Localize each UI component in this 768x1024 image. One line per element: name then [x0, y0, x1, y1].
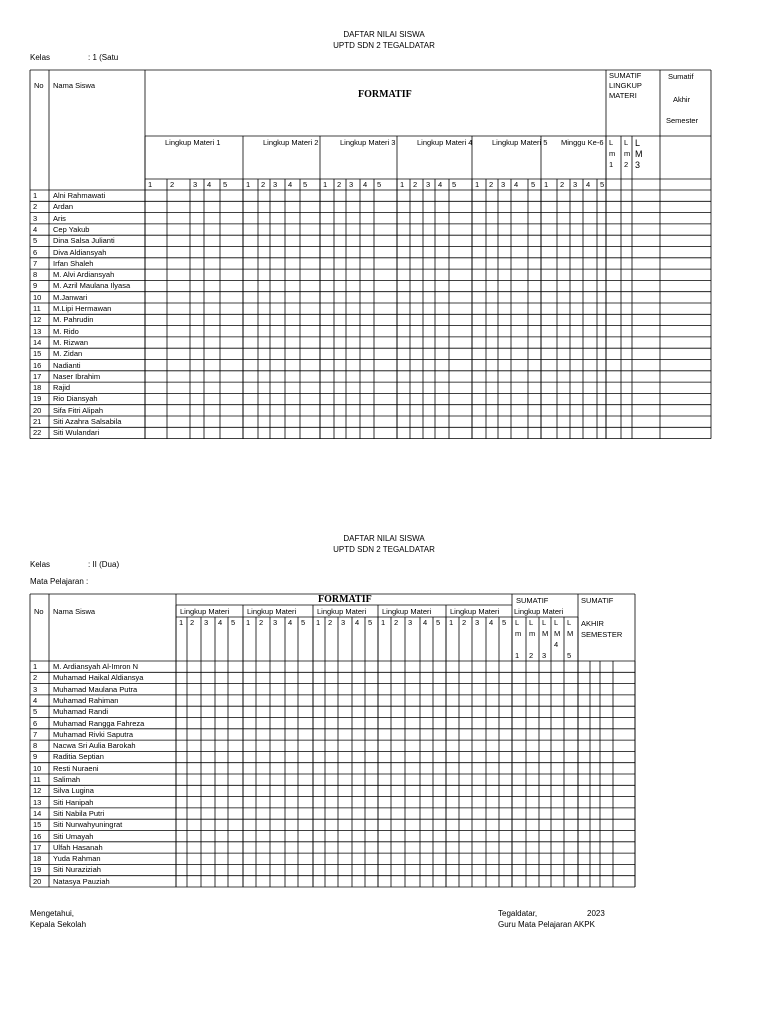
doc1-sub-number: 1 [400, 180, 405, 189]
doc1-formatif: FORMATIF [358, 89, 412, 100]
doc1-student-name: Dina Salsa Julianti [53, 236, 115, 246]
doc1-sumatif-lm: SUMATIF LINGKUP MATERI [609, 71, 642, 100]
doc1-kelas-value: : 1 (Satu [88, 53, 119, 62]
doc2-sumatif-lm-2: Lingkup Materi [514, 607, 564, 616]
doc2-row-number: 14 [33, 808, 42, 818]
doc2-sub-number: 5 [436, 618, 441, 627]
doc1-row-number: 22 [33, 428, 42, 438]
doc1-lingkup-header: Lingkup Materi 2 [263, 138, 319, 147]
doc1-sub-number: 4 [207, 180, 212, 189]
doc2-student-name: Ulfah Hasanah [53, 842, 103, 852]
doc1-sub-number: 2 [560, 180, 565, 189]
doc2-lm-char: L [567, 618, 572, 627]
footer-mengetahui: Mengetahui, [30, 909, 75, 918]
doc1-student-name: M. Alvi Ardiansyah [53, 270, 115, 280]
doc2-student-name: Muhamad Rivki Saputra [53, 729, 134, 739]
doc1-student-name: Aris [53, 213, 66, 223]
doc2-row-number: 8 [33, 741, 38, 751]
doc2-sub-number: 4 [489, 618, 494, 627]
doc2-sub-number: 3 [273, 618, 278, 627]
doc2-sub-number: 1 [316, 618, 321, 627]
doc2-lm-char: m [515, 629, 522, 638]
doc1-sub-number: 4 [288, 180, 293, 189]
doc1-sub-number: 5 [600, 180, 605, 189]
doc2-student-name: Muhamad Rahiman [53, 695, 119, 705]
doc2-row-number: 10 [33, 763, 42, 773]
doc1-student-name: Diva Aldiansyah [53, 247, 107, 257]
doc2-lm-char: 1 [515, 651, 520, 660]
doc2-student-name: M. Ardiansyah Al-Imron N [53, 662, 139, 671]
doc1-sub-number: 2 [489, 180, 494, 189]
doc1-student-name: Naser Ibrahim [53, 371, 101, 381]
doc1-row-number: 13 [33, 326, 42, 336]
doc1-sub-number: 3 [573, 180, 578, 189]
doc1-lingkup-header: Lingkup Materi 3 [340, 138, 396, 147]
doc2-student-name: Nacwa Sri Aulia Barokah [53, 741, 136, 751]
doc1-row-number: 19 [33, 394, 42, 404]
doc2-lm-char: 4 [554, 640, 559, 649]
doc1-sub-number: 4 [363, 180, 368, 189]
doc1-row-number: 10 [33, 292, 42, 302]
doc1-sub-number: 3 [426, 180, 431, 189]
doc1-row-number: 20 [33, 405, 42, 415]
doc2-row-number: 13 [33, 797, 42, 807]
doc1-sumatif-akhir-2: Akhir [673, 95, 691, 104]
doc2-row-number: 11 [33, 775, 41, 784]
doc2-sumatif-akhir-1: SUMATIF [581, 596, 614, 605]
doc1-row-number: 9 [33, 281, 38, 291]
doc2-row-number: 9 [33, 752, 38, 762]
doc1-lm-char: L [624, 138, 629, 147]
doc1-sub-number: 1 [544, 180, 549, 189]
doc1-student-name: M.Lipi Hermawan [53, 304, 112, 313]
doc2-student-name: Salimah [53, 775, 81, 784]
doc1-sub-number: 5 [452, 180, 457, 189]
doc2-lm-char: L [515, 618, 520, 627]
doc1-sub-number: 5 [303, 180, 308, 189]
doc1-row-number: 5 [33, 236, 38, 246]
doc1-lingkup-header: Minggu Ke-6 [561, 138, 604, 147]
doc2-row-number: 7 [33, 729, 38, 739]
doc1-student-name: Ardan [53, 202, 74, 212]
doc2-student-name: Yuda Rahman [53, 854, 101, 864]
footer-year: 2023 [587, 909, 605, 918]
doc2-row-number: 1 [33, 662, 38, 671]
doc2-sub-number: 2 [328, 618, 333, 627]
doc2-lm-char: L [554, 618, 559, 627]
doc2-lm-char: 5 [567, 651, 572, 660]
doc2-formatif: FORMATIF [318, 594, 372, 605]
doc2-col-nama: Nama Siswa [53, 607, 96, 616]
doc1-lingkup-header: Lingkup Materi 1 [165, 138, 221, 147]
doc1-sub-number: 2 [261, 180, 266, 189]
doc2-sumatif-akhir-2: AKHIR [581, 619, 604, 628]
doc2-row-number: 12 [33, 786, 42, 796]
doc2-lingkup-header: Lingkup Materi [382, 607, 432, 616]
doc1-sub-number: 1 [246, 180, 251, 189]
doc2-sub-number: 4 [355, 618, 360, 627]
doc2-student-name: Raditia Septian [53, 752, 104, 762]
doc2-row-number: 4 [33, 695, 38, 705]
doc1-lingkup-header: Lingkup Materi 5 [492, 138, 548, 147]
doc1-sub-number: 5 [377, 180, 382, 189]
doc2-student-name: Siti Nurwahyuningrat [53, 820, 123, 830]
doc1-student-name: M. Rido [53, 326, 79, 336]
doc1-student-name: Siti Azahra Salsabila [53, 417, 122, 426]
doc2-sub-number: 5 [368, 618, 373, 627]
doc1-sub-number: 3 [193, 180, 198, 189]
doc1-kelas-label: Kelas [30, 53, 51, 62]
doc2-sub-number: 5 [301, 618, 306, 627]
doc1-lm-char: m [609, 149, 616, 158]
doc2-row-number: 3 [33, 684, 38, 694]
doc2-sumatif-akhir-3: SEMESTER [581, 630, 623, 639]
doc2-student-name: Siti Umayah [53, 831, 94, 841]
doc1-student-name: M. Azril Maulana Ilyasa [53, 281, 131, 291]
doc1-row-number: 6 [33, 247, 38, 257]
doc1-row-number: 17 [33, 371, 42, 381]
doc1-student-name: Irfan Shaleh [53, 258, 94, 268]
doc2-row-number: 16 [33, 831, 42, 841]
doc1-student-name: Rio Diansyah [53, 394, 98, 404]
doc1-lm-char: M [635, 149, 643, 159]
doc2-subtitle: UPTD SDN 2 TEGALDATAR [333, 545, 435, 554]
doc2-sub-number: 1 [246, 618, 251, 627]
doc2-student-name: Siti Nabila Putri [53, 808, 105, 818]
doc1-lm-char: L [609, 138, 614, 147]
doc2-sub-number: 3 [204, 618, 209, 627]
doc2-col-no: No [34, 607, 44, 616]
doc1-row-number: 16 [33, 360, 42, 370]
doc2-title: DAFTAR NILAI SISWA [343, 534, 425, 543]
doc1-row-number: 11 [33, 304, 41, 313]
doc1-sub-number: 3 [501, 180, 506, 189]
doc1-sub-number: 3 [349, 180, 354, 189]
doc2-sub-number: 3 [341, 618, 346, 627]
doc2-kelas-value: : II (Dua) [88, 560, 120, 569]
doc1-sub-number: 1 [475, 180, 480, 189]
doc2-student-name: Muhamad Haikal Aldiansya [53, 673, 144, 683]
footer-kepala-sekolah: Kepala Sekolah [30, 920, 87, 929]
footer-guru: Guru Mata Pelajaran AKPK [498, 920, 595, 929]
doc1-row-number: 18 [33, 383, 42, 393]
doc1-student-name: M. Zidan [53, 349, 83, 359]
doc2-lm-char: M [542, 629, 549, 638]
doc1-sub-number: 2 [337, 180, 342, 189]
doc1-sub-number: 2 [170, 180, 175, 189]
doc2-lingkup-header: Lingkup Materi [180, 607, 230, 616]
doc1-lingkup-header: Lingkup Materi 4 [417, 138, 473, 147]
doc1-lm-char: L [635, 138, 641, 148]
doc1-col-no: No [34, 81, 44, 90]
doc2-student-name: Muhamad Rangga Fahreza [53, 718, 145, 728]
doc1-student-name: Alni Rahmawati [53, 191, 106, 200]
doc1-title: DAFTAR NILAI SISWA [343, 30, 425, 39]
doc1-sub-number: 4 [514, 180, 519, 189]
doc2-mapel-label: Mata Pelajaran : [30, 577, 89, 586]
doc2-sub-number: 5 [502, 618, 507, 627]
doc2-sub-number: 1 [381, 618, 386, 627]
doc2-row-number: 15 [33, 820, 42, 830]
doc2-lingkup-header: Lingkup Materi [450, 607, 500, 616]
doc2-sub-number: 4 [288, 618, 293, 627]
doc1-sub-number: 5 [531, 180, 536, 189]
doc2-row-number: 2 [33, 673, 38, 683]
doc2-sub-number: 3 [408, 618, 413, 627]
doc1-student-name: M. Pahrudin [53, 315, 94, 325]
doc1-row-number: 2 [33, 202, 38, 212]
doc1-student-name: M.Janwari [53, 292, 88, 302]
doc1-row-number: 7 [33, 258, 38, 268]
doc1-row-number: 4 [33, 224, 38, 234]
doc1-student-name: Siti Wulandari [53, 428, 100, 438]
doc2-row-number: 5 [33, 707, 38, 717]
doc2-lm-char: L [542, 618, 547, 627]
doc1-student-name: M. Rizwan [53, 337, 89, 347]
doc2-sub-number: 2 [462, 618, 467, 627]
doc2-row-number: 6 [33, 718, 38, 728]
doc2-lm-char: M [567, 629, 574, 638]
doc2-student-name: Silva Lugina [53, 786, 94, 796]
doc2-student-name: Muhamad Randi [53, 707, 109, 717]
doc2-sub-number: 3 [475, 618, 480, 627]
doc1-sub-number: 4 [438, 180, 443, 189]
footer-place: Tegaldatar, [498, 909, 538, 918]
doc1-sumatif-akhir-3: Semester [666, 116, 699, 125]
doc2-sub-number: 2 [190, 618, 195, 627]
doc2-row-number: 18 [33, 854, 42, 864]
doc2-sub-number: 4 [423, 618, 428, 627]
doc2-student-name: Resti Nuraeni [53, 763, 99, 773]
doc2-sumatif-lm-1: SUMATIF [516, 596, 549, 605]
doc1-row-number: 12 [33, 315, 42, 325]
doc1-row-number: 15 [33, 349, 42, 359]
doc2-lm-char: m [529, 629, 536, 638]
doc1-sub-number: 1 [148, 180, 153, 189]
doc1-sub-number: 2 [413, 180, 418, 189]
doc1-sumatif-akhir-1: Sumatif [668, 72, 694, 81]
doc1-row-number: 8 [33, 270, 38, 280]
doc1-row-number: 1 [33, 191, 38, 200]
doc1-lm-char: 2 [624, 160, 629, 169]
doc1-student-name: Sifa Fitri Alipah [53, 405, 104, 415]
doc2-student-name: Siti Nuraziziah [53, 865, 101, 875]
doc1-sub-number: 3 [273, 180, 278, 189]
doc1-lm-char: 1 [609, 160, 614, 169]
doc2-sub-number: 2 [259, 618, 264, 627]
doc1-student-name: Nadianti [53, 360, 81, 370]
doc2-lm-char: L [529, 618, 534, 627]
doc2-sub-number: 1 [449, 618, 454, 627]
doc1-lm-char: 3 [635, 160, 641, 170]
doc1-student-name: Rajid [53, 383, 71, 393]
doc1-student-name: Cep Yakub [53, 224, 90, 234]
doc2-kelas-label: Kelas [30, 560, 51, 569]
doc2-row-number: 20 [33, 876, 42, 886]
doc1-row-number: 21 [33, 417, 42, 426]
doc1-sub-number: 1 [323, 180, 328, 189]
doc2-sub-number: 5 [231, 618, 236, 627]
doc2-sub-number: 2 [394, 618, 399, 627]
doc2-student-name: Muhamad Maulana Putra [53, 684, 138, 694]
doc2-sub-number: 1 [179, 618, 184, 627]
doc2-student-name: Siti Hanipah [53, 797, 94, 807]
doc2-lingkup-header: Lingkup Materi [317, 607, 367, 616]
doc2-lm-char: M [554, 629, 561, 638]
doc2-sub-number: 4 [218, 618, 223, 627]
doc1-col-nama: Nama Siswa [53, 81, 96, 90]
doc2-lm-char: 3 [542, 651, 547, 660]
doc1-row-number: 14 [33, 337, 42, 347]
doc2-row-number: 17 [33, 842, 42, 852]
doc2-student-name: Natasya Pauziah [53, 876, 110, 886]
doc2-row-number: 19 [33, 865, 42, 875]
doc1-lm-char: m [624, 149, 631, 158]
doc2-lingkup-header: Lingkup Materi [247, 607, 297, 616]
doc1-subtitle: UPTD SDN 2 TEGALDATAR [333, 41, 435, 50]
doc1-row-number: 3 [33, 213, 38, 223]
doc1-sub-number: 5 [223, 180, 228, 189]
doc1-sub-number: 4 [586, 180, 591, 189]
doc2-lm-char: 2 [529, 651, 534, 660]
